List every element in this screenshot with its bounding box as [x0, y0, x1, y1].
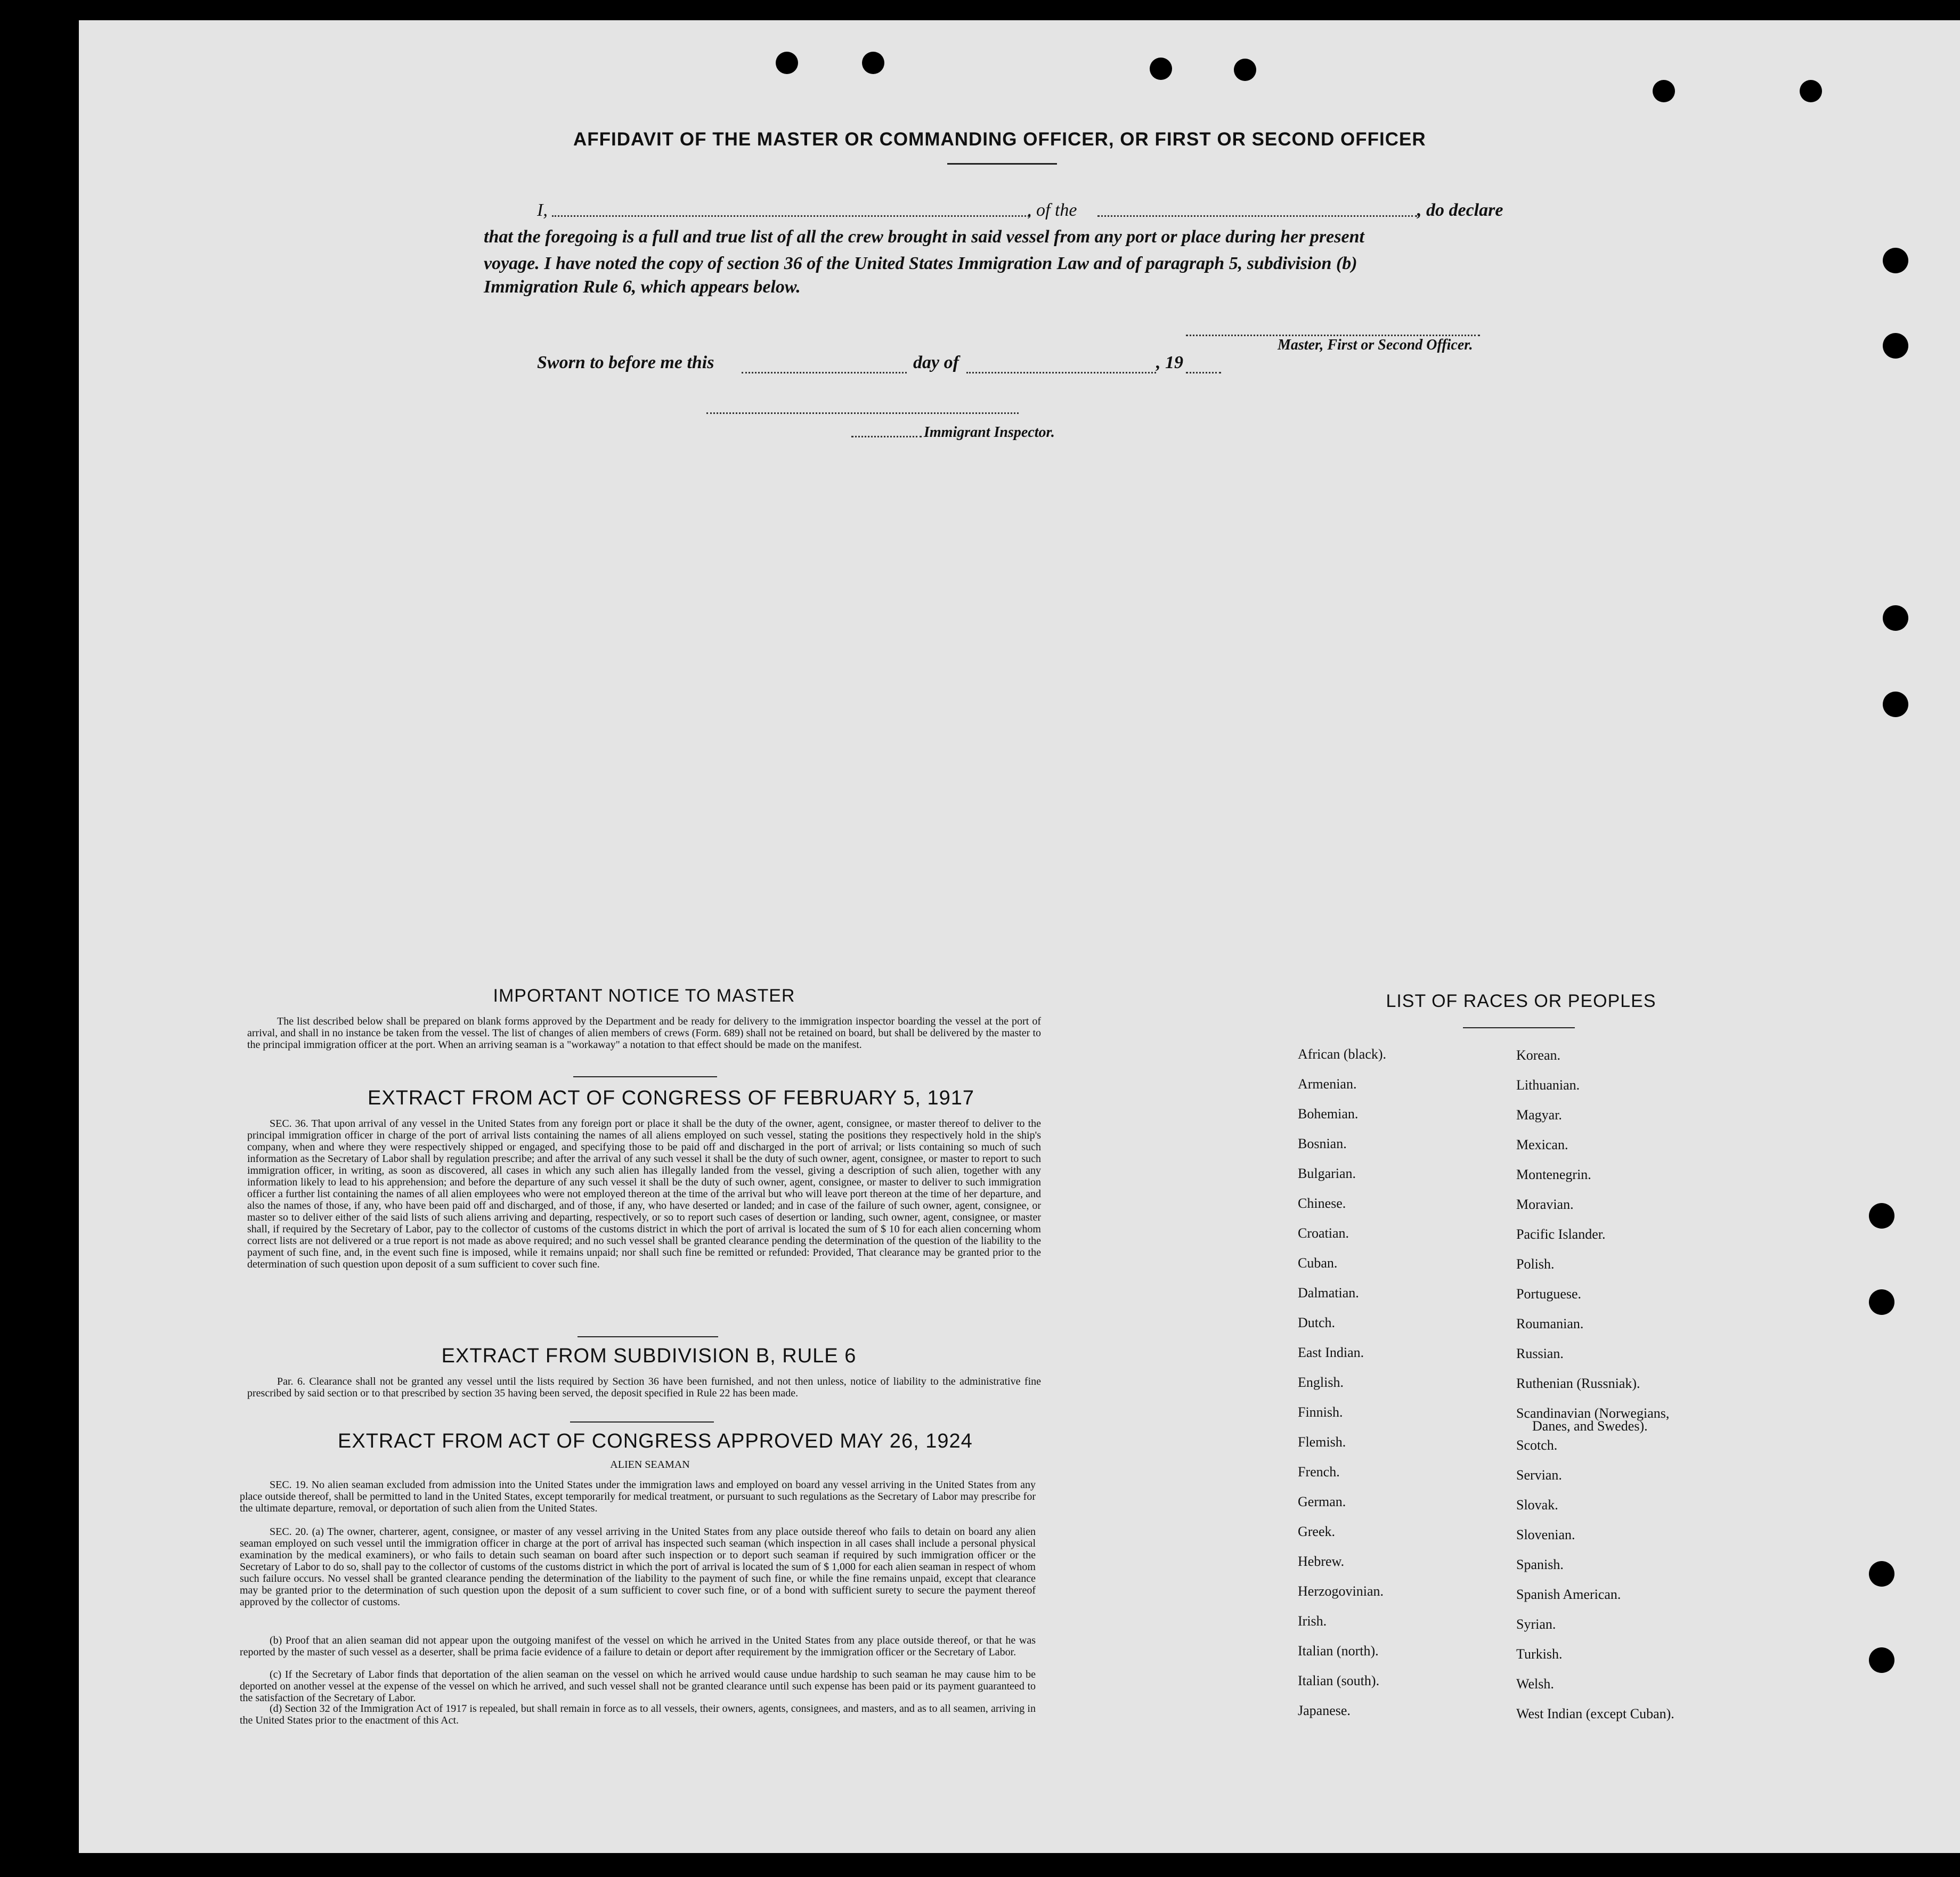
race-right-item: Scandinavian (Norwegians,: [1516, 1405, 1670, 1421]
extract-1917-title: EXTRACT FROM ACT OF CONGRESS OF FEBRUARY 5, 1917: [368, 1087, 974, 1109]
inspector-label: Immigrant Inspector.: [924, 424, 1055, 441]
sec19-text: SEC. 19. No alien seaman excluded from admission into the United States under the immigration laws and employed on board any vessel arriving in the United States from any place outside thereof, shall be permitted to land in the United States, except temporarily for medical treatment, or pursuant to such regulations as the Secretary of Labor may prescribe for the ultimate departure, removal, or deportation of such alien from the United States.: [240, 1479, 1036, 1514]
race-left-item: Cuban.: [1298, 1255, 1338, 1271]
punch-hole: [1234, 59, 1256, 81]
race-right-item: Russian.: [1516, 1346, 1564, 1361]
race-right-item: Mexican.: [1516, 1137, 1568, 1152]
sec20b-text: (b) Proof that an alien seaman did not appear upon the outgoing manifest of the vessel on which he arrived in the United States from any place outside thereof, or that he was reported by the master of such vessel as a deserter, shall be prima facie evidence of a failure to detain or deport after requirement by the immigration officer or the Secretary of Labor.: [240, 1635, 1036, 1658]
race-right-item: Turkish.: [1516, 1646, 1563, 1662]
race-left-item: Japanese.: [1298, 1703, 1351, 1718]
race-left-item: Dutch.: [1298, 1315, 1336, 1330]
race-left-item: Dalmatian.: [1298, 1285, 1359, 1301]
affidavit-line-2: that the foregoing is a full and true list of all the crew brought in said vessel from any port or place during her present: [484, 227, 1364, 247]
sec20d-text: (d) Section 32 of the Immigration Act of 1917 is repealed, but shall remain in force as to all vessels, their owners, agents, consignees, and masters, and as to all seamen, arriving in the United States prior to the enactment of this Act.: [240, 1703, 1036, 1726]
extract-1917-text: SEC. 36. That upon arrival of any vessel in the United States from any foreign port or place it shall be the duty of the owner, agent, consignee, or master thereof to deliver to the principal immigration officer in charge of the port of arrival lists containing the names of all aliens employed on such vessel, stating the positions they respectively hold in the ship's company, when and where they were respectively shipped or engaged, and specifying those to be paid off and discharged in the port of arrival; or lists containing so much of such information as the Secretary of Labor shall by regulation prescribe; and after the arrival of any such vessel it shall be the duty of such owner, agent, consignee, or master to report to such immigration officer, in writing, as soon as discovered, all cases in which any such alien has illegally landed from the vessel, giving a description of such alien, together with any information likely to lead to his apprehension; and before the departure of any such vessel it shall be the duty of such owner, agent, consignee, or master to deliver to such immigration officer a further list containing the names of all alien employees who were not employed thereon at the time of the arrival but who will leave port thereon at the time of her departure, and also the names of those, if any, who have been paid off and discharged, and of those, if any, who have deserted or landed; and in case of the failure of such owner, agent, consignee, or master so to deliver either of the said lists of such aliens arriving and departing, respectively, or so to report such cases of desertion or landing, such owner, agent, consignee, or master shall, if required by the Secretary of Labor, pay to the collector of customs of the customs district in which the port of arrival is located the sum of $ 10 for each alien concerning whom correct lists are not delivered or a true report is not made as above required; and no such vessel shall be granted clearance pending the determination of the question of the liability to the payment of such fine, and, in the event such fine is imposed, while it remains unpaid; nor shall such fine be remitted or refunded: Provided, That clearance may be granted prior to the determination of such question upon deposit of a sum sufficient to cover such fine.: [247, 1118, 1041, 1270]
affidavit-line-4: Immigration Rule 6, which appears below.: [484, 277, 801, 297]
punch-hole: [1883, 248, 1908, 273]
punch-hole: [1653, 80, 1675, 102]
affidavit-title: AFFIDAVIT OF THE MASTER OR COMMANDING OFFICER, OR FIRST OR SECOND OFFICER: [573, 129, 1426, 150]
affidavit-line-3: voyage. I have noted the copy of section 36 of the United States Immigration Law and of paragraph 5, subdivision (b): [484, 254, 1357, 273]
divider: [1463, 1027, 1575, 1028]
divider: [570, 1421, 714, 1423]
race-right-item: Servian.: [1516, 1467, 1562, 1483]
punch-hole: [1800, 80, 1822, 102]
affidavit-i: I,: [537, 200, 548, 220]
race-left-item: Croatian.: [1298, 1225, 1349, 1241]
vessel-blank: [1097, 215, 1417, 217]
punch-hole: [1883, 605, 1908, 631]
race-right-item: Slovak.: [1516, 1497, 1558, 1513]
sworn-text: Sworn to before me this: [537, 353, 714, 372]
race-left-item: Irish.: [1298, 1613, 1327, 1629]
race-right-item: Slovenian.: [1516, 1527, 1575, 1542]
title-divider: [947, 163, 1057, 165]
race-left-item: Bulgarian.: [1298, 1166, 1356, 1181]
race-left-item: Italian (north).: [1298, 1643, 1379, 1659]
race-right-item: Scotch.: [1516, 1437, 1558, 1453]
race-right-item: Ruthenian (Russniak).: [1516, 1376, 1640, 1391]
punch-hole: [862, 52, 884, 74]
alien-seaman-subtitle: ALIEN SEAMAN: [610, 1459, 690, 1470]
race-right-item: Magyar.: [1516, 1107, 1562, 1123]
race-left-item: Hebrew.: [1298, 1554, 1345, 1569]
inspector-signature-blank: [706, 412, 1019, 414]
punch-hole: [776, 52, 798, 74]
race-left-item: Italian (south).: [1298, 1673, 1380, 1688]
race-right-item-continuation: Danes, and Swedes).: [1532, 1418, 1648, 1434]
race-left-item: Bosnian.: [1298, 1136, 1347, 1151]
race-left-item: African (black).: [1298, 1046, 1387, 1062]
year-blank: [1186, 372, 1221, 373]
affidavit-of-the: , of the: [1027, 200, 1077, 220]
punch-hole: [1150, 58, 1172, 80]
divider: [578, 1336, 718, 1337]
master-signature-blank: [1186, 335, 1480, 336]
extract-1924-title: EXTRACT FROM ACT OF CONGRESS APPROVED MAY 26, 1924: [338, 1430, 973, 1452]
race-left-item: French.: [1298, 1464, 1340, 1480]
divider: [573, 1076, 717, 1077]
race-left-item: German.: [1298, 1494, 1346, 1509]
punch-hole: [1869, 1647, 1894, 1673]
race-left-item: Herzogovinian.: [1298, 1583, 1384, 1599]
punch-hole: [1869, 1561, 1894, 1587]
master-signature-label: Master, First or Second Officer.: [1278, 337, 1473, 353]
race-right-item: Lithuanian.: [1516, 1077, 1580, 1093]
race-left-item: Chinese.: [1298, 1196, 1346, 1211]
race-right-item: Spanish American.: [1516, 1587, 1621, 1602]
race-right-item: Montenegrin.: [1516, 1167, 1591, 1182]
race-right-item: Syrian.: [1516, 1616, 1556, 1632]
rule6-title: EXTRACT FROM SUBDIVISION B, RULE 6: [441, 1345, 857, 1367]
race-left-item: English.: [1298, 1375, 1344, 1390]
inspector-lead-dots: [851, 436, 922, 437]
day-of-text: day of: [913, 353, 959, 372]
race-right-item: Spanish.: [1516, 1557, 1564, 1572]
year-text: , 19: [1156, 353, 1183, 372]
races-title: LIST OF RACES OR PEOPLES: [1386, 991, 1656, 1011]
race-left-item: Finnish.: [1298, 1404, 1343, 1420]
race-left-item: Armenian.: [1298, 1076, 1357, 1092]
race-right-item: Moravian.: [1516, 1197, 1574, 1212]
punch-hole: [1883, 692, 1908, 717]
affidavit-do-declare: , do declare: [1417, 200, 1503, 220]
race-right-item: Welsh.: [1516, 1676, 1554, 1692]
notice-text: The list described below shall be prepared on blank forms approved by the Department and be ready for delivery to the immigration inspector boarding the vessel at the port of arrival, and shall in no instance be taken from the vessel. The list of changes of alien members of crews (Form. 689) shall not be retained on board, but shall be delivered by the master to the principal immigration officer at the port. When an arriving seaman is a "workaway" a notation to that effect should be made on the manifest.: [247, 1015, 1041, 1051]
name-blank: [552, 215, 1029, 217]
punch-hole: [1869, 1203, 1894, 1229]
sec20a-text: SEC. 20. (a) The owner, charterer, agent, consignee, or master of any vessel arriving in the United States from any place outside thereof who fails to detain on board any alien seaman employed on such vessel until the immigration officer in charge at the port of arrival has inspected such seaman (which inspection in all cases shall include a personal physical examination by the medical examiners), or who fails to detain such seaman on board after such inspection or to deport such seaman if required by such immigration officer or the Secretary of Labor to do so, shall pay to the collector of customs of the customs district in which the port of arrival is located the sum of $ 1,000 for each alien seaman in respect of whom such failure occurs. No vessel shall be granted clearance pending the determination of the liability to the payment of such fine, or while the fine remains unpaid, except that clearance may be granted prior to the determination of such question upon the deposit of a sum sufficient to cover such fine, or of a bond with sufficient surety to secure the payment thereof approved by the collector of customs.: [240, 1526, 1036, 1608]
punch-hole: [1869, 1289, 1894, 1315]
race-right-item: Korean.: [1516, 1047, 1561, 1063]
month-blank: [966, 372, 1156, 373]
race-left-item: East Indian.: [1298, 1345, 1364, 1360]
race-right-item: Polish.: [1516, 1256, 1555, 1272]
race-right-item: Pacific Islander.: [1516, 1226, 1606, 1242]
sec20c-text: (c) If the Secretary of Labor finds that deportation of the alien seaman on the vessel on which he arrived would cause undue hardship to such seaman he may cause him to be deported on another vessel at the expense of the vessel on which he arrived, and such vessel shall not be granted clearance until such expense has been paid or its payment guaranteed to the satisfaction of the Secretary of Labor.: [240, 1669, 1036, 1704]
race-right-item: Portuguese.: [1516, 1286, 1582, 1302]
day-blank: [742, 372, 907, 373]
race-right-item: West Indian (except Cuban).: [1516, 1706, 1674, 1721]
race-left-item: Greek.: [1298, 1524, 1336, 1539]
race-left-item: Bohemian.: [1298, 1106, 1359, 1122]
notice-title: IMPORTANT NOTICE TO MASTER: [493, 986, 795, 1006]
rule6-text: Par. 6. Clearance shall not be granted any vessel until the lists required by Section 36 have been furnished, and not then unless, notice of liability to the administrative fine prescribed by said section or to that prescribed by section 35 having been served, the deposit specified in Rule 22 has been made.: [247, 1376, 1041, 1399]
race-left-item: Flemish.: [1298, 1434, 1346, 1450]
punch-hole: [1883, 333, 1908, 359]
race-right-item: Roumanian.: [1516, 1316, 1584, 1331]
